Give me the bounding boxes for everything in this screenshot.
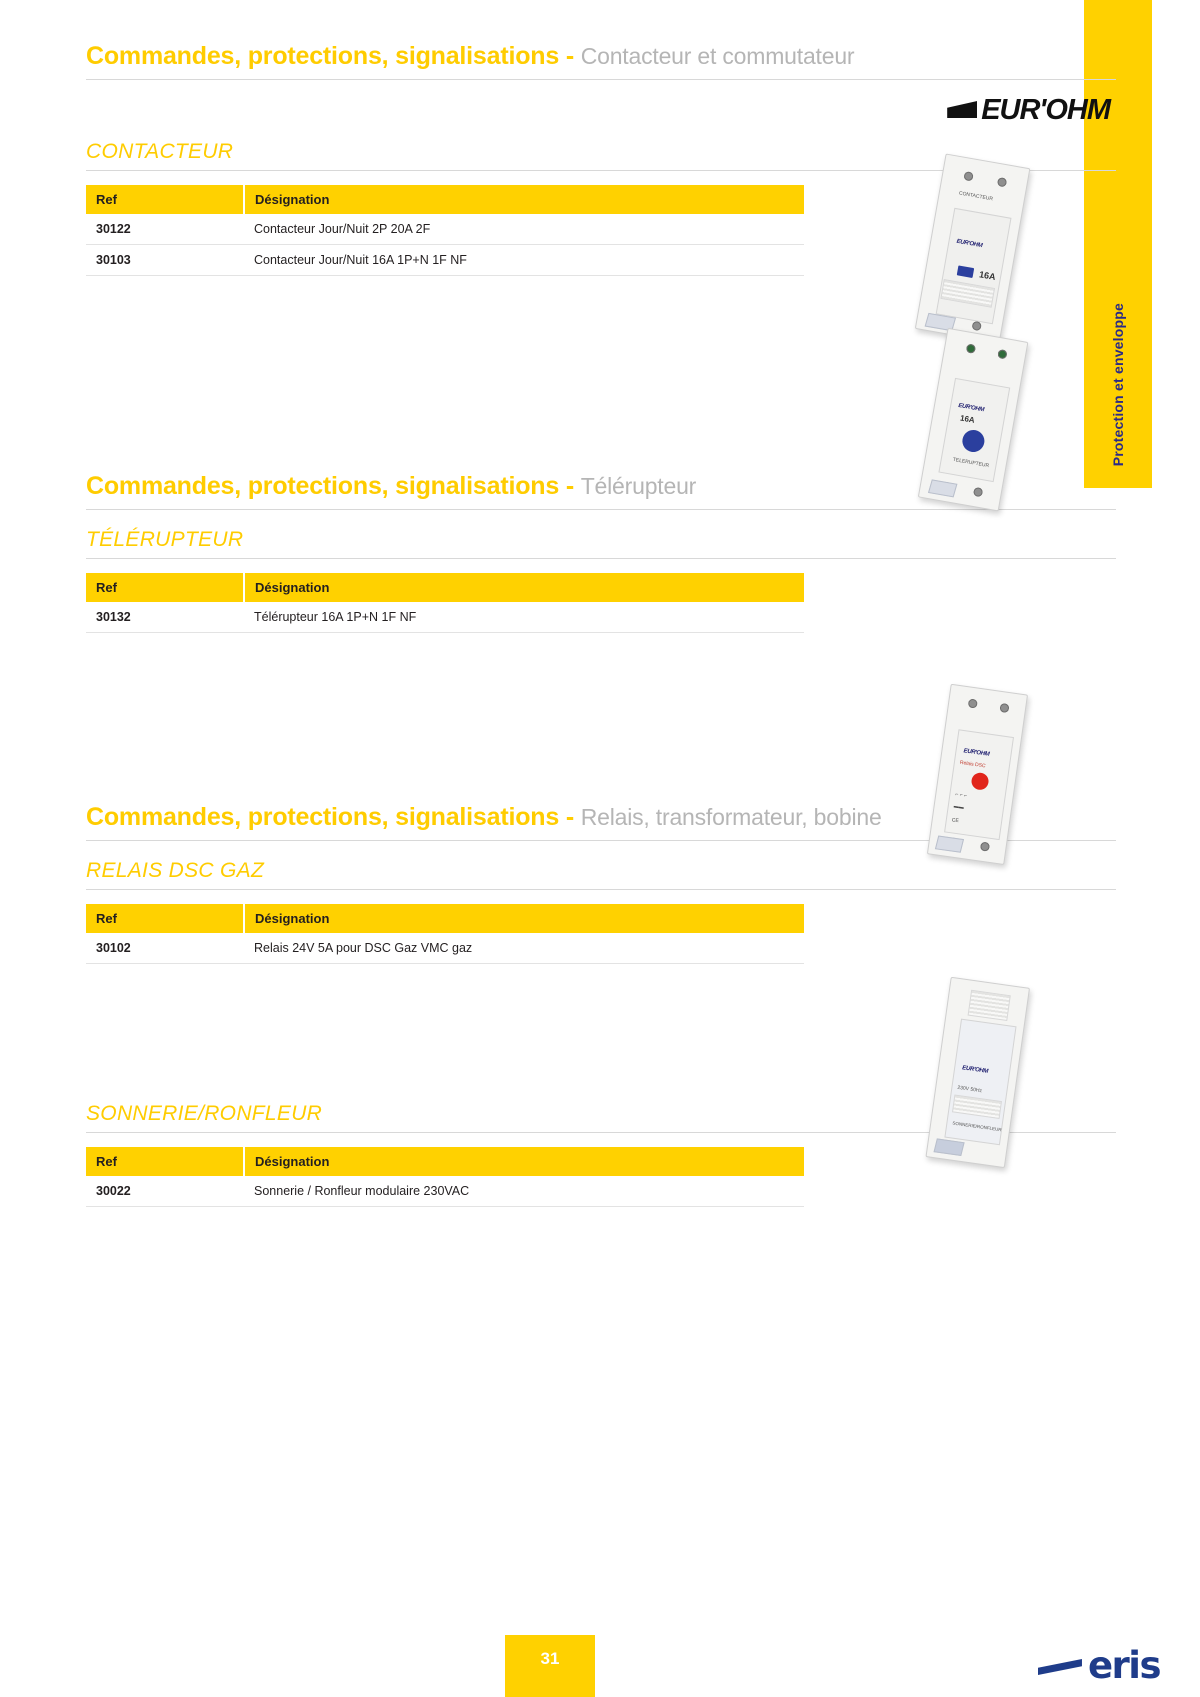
table-sonnerie <box>86 1147 804 1207</box>
product-image-relais: EUR'OHM Relais DSC ⌐ ⌐ ⌐ ▬▬ CE <box>931 681 1111 881</box>
section-sonnerie <box>86 964 1116 1207</box>
eurohm-logo <box>973 94 1110 127</box>
cell-designation: Sonnerie / Ronfleur modulaire 230VAC <box>244 1176 804 1207</box>
page-number: 31 <box>540 1649 560 1668</box>
table-row <box>86 245 804 276</box>
col-header-designation: Désignation <box>244 573 804 602</box>
cell-designation: Télérupteur 16A 1P+N 1F NF <box>244 602 804 633</box>
section-telerupteur <box>86 276 1116 633</box>
heading-dash: - <box>565 42 574 70</box>
heading-dash: - <box>565 472 574 500</box>
table-header-row <box>86 185 804 214</box>
heading-main: Commandes, protections, signalisations <box>86 472 560 500</box>
footer-page-badge <box>505 1635 595 1697</box>
table-row <box>86 933 804 964</box>
product-image-contacteur: CONTACTEUR EUR'OHM 16A <box>926 150 1106 370</box>
eurohm-logo-text: EUR'OHM <box>973 94 1110 127</box>
eris-logo-text: eris <box>1087 1643 1160 1687</box>
table-contacteur <box>86 185 804 276</box>
table-relais <box>86 904 804 964</box>
cell-designation: Relais 24V 5A pour DSC Gaz VMC gaz <box>244 933 804 964</box>
cell-ref: 30122 <box>86 214 244 245</box>
col-header-ref: Ref <box>86 185 244 214</box>
category-title-relais: RELAIS DSC GAZ <box>86 859 1116 890</box>
cell-ref: 30102 <box>86 933 244 964</box>
section-heading-contacteur <box>86 42 1116 80</box>
section-relais <box>86 633 1116 964</box>
col-header-ref: Ref <box>86 904 244 933</box>
col-header-ref: Ref <box>86 573 244 602</box>
category-title-sonnerie: SONNERIE/RONFLEUR <box>86 1102 1116 1133</box>
col-header-ref: Ref <box>86 1147 244 1176</box>
heading-sub: Relais, transformateur, bobine <box>580 804 882 830</box>
heading-sub: Contacteur et commutateur <box>580 43 855 69</box>
section-contacteur <box>86 0 1116 282</box>
table-row <box>86 602 804 633</box>
cell-ref: 30103 <box>86 245 244 276</box>
page-content <box>86 0 1116 1207</box>
table-telerupteur <box>86 573 804 633</box>
cell-designation: Contacteur Jour/Nuit 2P 20A 2F <box>244 214 804 245</box>
category-title-contacteur: CONTACTEUR <box>86 140 1116 171</box>
brand-row <box>86 80 1116 140</box>
product-image-telerupteur: EUR'OHM 16A TELERUPTEUR <box>926 324 1106 524</box>
table-row <box>86 214 804 245</box>
table-header-row <box>86 573 804 602</box>
heading-sub: Télérupteur <box>580 473 697 499</box>
product-image-sonnerie: EUR'OHM 230V 50Hz SONNERIE/RONFLEUR <box>931 974 1111 1184</box>
cell-ref: 30022 <box>86 1176 244 1207</box>
side-tab-label: Protection et enveloppe <box>1110 302 1126 466</box>
cell-ref: 30132 <box>86 602 244 633</box>
heading-dash: - <box>565 803 574 831</box>
heading-main: Commandes, protections, signalisations <box>86 42 560 70</box>
heading-main: Commandes, protections, signalisations <box>86 803 560 831</box>
eris-swoosh-icon <box>1038 1659 1082 1675</box>
table-row <box>86 1176 804 1207</box>
col-header-designation: Désignation <box>244 904 804 933</box>
eris-logo <box>1038 1643 1160 1687</box>
col-header-designation: Désignation <box>244 185 804 214</box>
table-header-row <box>86 1147 804 1176</box>
table-header-row <box>86 904 804 933</box>
category-title-telerupteur: TÉLÉRUPTEUR <box>86 528 1116 559</box>
cell-designation: Contacteur Jour/Nuit 16A 1P+N 1F NF <box>244 245 804 276</box>
col-header-designation: Désignation <box>244 1147 804 1176</box>
